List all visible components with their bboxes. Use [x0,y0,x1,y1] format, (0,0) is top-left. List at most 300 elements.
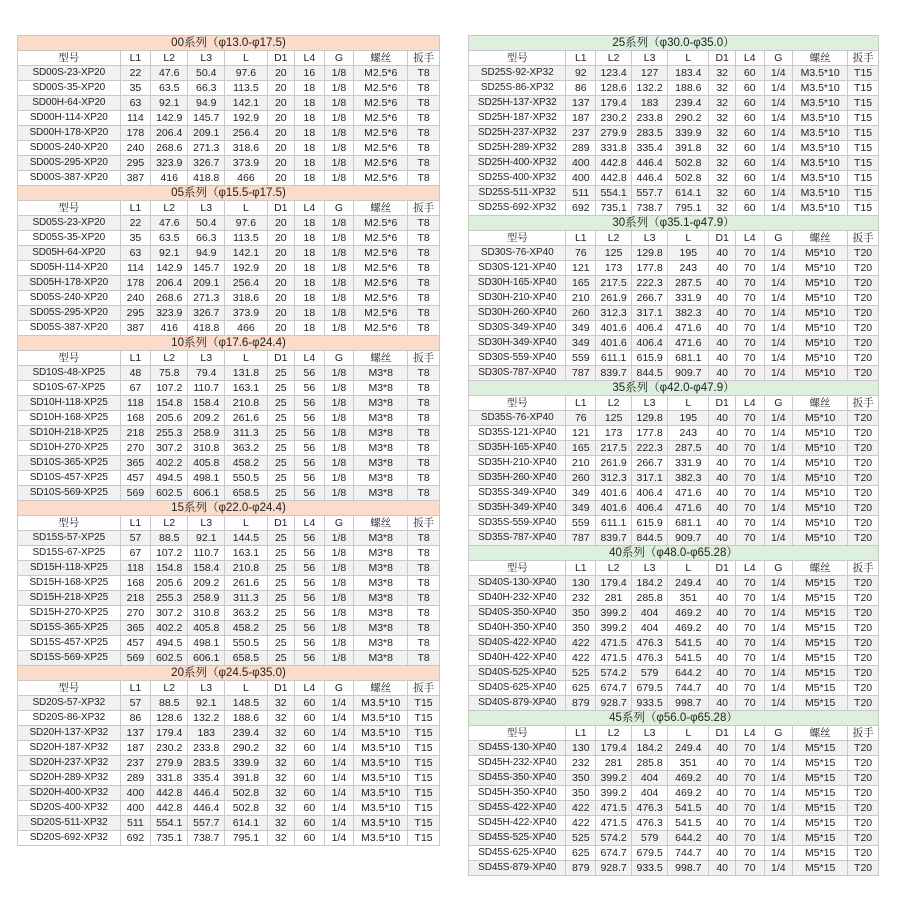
spec-cell: 195 [668,246,709,261]
spec-cell: 25 [267,411,294,426]
model-cell: SD20S-511-XP32 [18,816,121,831]
spec-cell: 1/4 [764,831,793,846]
column-header: L1 [566,51,596,66]
column-header: L4 [295,51,325,66]
model-cell: SD00H-178-XP20 [18,126,121,141]
spec-cell: M3*8 [354,441,408,456]
spec-cell: 20 [267,171,294,186]
spec-cell: 502.8 [668,171,709,186]
spec-cell: 541.5 [668,651,709,666]
model-cell: SD40S-879-XP40 [469,696,566,711]
column-header: 型号 [18,351,121,366]
spec-cell: 349 [566,336,596,351]
spec-cell: 606.1 [188,486,225,501]
spec-cell: 399.2 [596,621,632,636]
spec-cell: 1/4 [324,741,354,756]
spec-cell: 97.6 [225,216,267,231]
spec-cell: M5*15 [793,606,848,621]
spec-cell: 56 [295,636,325,651]
table-row [469,186,879,201]
spec-cell: 243 [668,426,709,441]
spec-cell: 179.4 [151,726,188,741]
spec-cell: 179.4 [596,741,632,756]
column-header: L3 [632,396,668,411]
spec-cell: 350 [566,771,596,786]
column-header: L2 [596,231,632,246]
spec-cell: 32 [267,696,294,711]
spec-cell: T8 [408,651,440,666]
spec-cell: 56 [295,576,325,591]
spec-cell: 787 [566,531,596,546]
spec-cell: T8 [408,66,440,81]
spec-cell: 1/4 [764,501,793,516]
table-row [18,606,440,621]
spec-cell: 56 [295,381,325,396]
spec-cell: 1/4 [764,111,793,126]
model-cell: SD10S-365-XP25 [18,456,121,471]
spec-cell: 351 [668,591,709,606]
spec-cell: 382.3 [668,306,709,321]
table-row [18,816,440,831]
spec-cell: 260 [566,306,596,321]
spec-cell: T8 [408,441,440,456]
spec-cell: 471.6 [668,321,709,336]
column-header: 螺丝 [793,726,848,741]
spec-cell: 40 [709,261,735,276]
spec-cell: 94.9 [188,246,225,261]
spec-cell: 422 [566,816,596,831]
spec-cell: 625 [566,846,596,861]
table-row [469,861,879,876]
spec-cell: 168 [120,576,151,591]
table-row [469,81,879,96]
spec-cell: 40 [709,531,735,546]
column-header: L1 [566,396,596,411]
spec-cell: 494.5 [151,636,188,651]
column-header: L4 [735,561,764,576]
spec-cell: 1/4 [764,801,793,816]
spec-cell: M3*8 [354,471,408,486]
spec-cell: 154.8 [151,561,188,576]
spec-cell: 1/8 [324,126,354,141]
spec-cell: 611.1 [596,516,632,531]
spec-cell: 283.5 [188,756,225,771]
spec-cell: 70 [735,651,764,666]
spec-cell: 25 [267,441,294,456]
table-row [18,291,440,306]
spec-cell: M5*15 [793,651,848,666]
spec-cell: 1/8 [324,396,354,411]
spec-cell: M3.5*10 [354,831,408,846]
spec-cell: M5*10 [793,426,848,441]
series-title-row [469,36,879,51]
spec-cell: 25 [267,531,294,546]
spec-cell: 18 [295,171,325,186]
spec-cell: T15 [408,756,440,771]
column-header: L2 [596,396,632,411]
table-row [18,711,440,726]
spec-cell: M3.5*10 [793,96,848,111]
spec-cell: 933.5 [632,861,668,876]
spec-cell: 281 [596,756,632,771]
spec-cell: 60 [735,111,764,126]
spec-cell: 70 [735,636,764,651]
spec-cell: M5*10 [793,366,848,381]
spec-cell: 233.8 [188,741,225,756]
spec-cell: 614.1 [668,186,709,201]
spec-cell: 502.8 [225,786,267,801]
column-header: 螺丝 [793,231,848,246]
spec-cell: T20 [848,861,879,876]
spec-cell: 188.6 [225,711,267,726]
spec-cell: 270 [120,441,151,456]
table-row [18,216,440,231]
series-title: 10系列（φ17.6-φ24.4) [18,336,440,351]
spec-cell: M3.5*10 [354,786,408,801]
table-row [18,426,440,441]
table-row [18,621,440,636]
column-header: L4 [295,681,325,696]
spec-cell: 18 [295,141,325,156]
model-cell: SD15S-67-XP25 [18,546,121,561]
spec-cell: 20 [267,111,294,126]
series-title-row [469,711,879,726]
spec-cell: 839.7 [596,531,632,546]
spec-cell: 40 [709,651,735,666]
spec-cell: 1/4 [764,846,793,861]
spec-cell: T15 [848,96,879,111]
spec-cell: M3.5*10 [793,126,848,141]
spec-cell: 256.4 [225,126,267,141]
spec-cell: 63.5 [151,81,188,96]
spec-cell: 56 [295,456,325,471]
table-row [18,366,440,381]
right-spec-column [468,35,879,876]
spec-cell: 1/4 [764,681,793,696]
spec-cell: 209.1 [188,276,225,291]
spec-cell: 25 [267,366,294,381]
column-header: D1 [709,396,735,411]
spec-cell: 70 [735,261,764,276]
spec-cell: M2.5*6 [354,246,408,261]
spec-cell: 399.2 [596,771,632,786]
spec-cell: 471.5 [596,816,632,831]
table-row [18,321,440,336]
spec-cell: 60 [735,156,764,171]
spec-cell: M5*15 [793,861,848,876]
spec-cell: 40 [709,441,735,456]
model-cell: SD20H-289-XP32 [18,771,121,786]
spec-cell: 40 [709,246,735,261]
spec-cell: 240 [120,141,151,156]
spec-cell: T15 [408,696,440,711]
spec-cell: M3*8 [354,621,408,636]
table-row [469,276,879,291]
column-header: L1 [566,561,596,576]
model-cell: SD30S-76-XP40 [469,246,566,261]
spec-cell: 60 [295,741,325,756]
spec-cell: 179.4 [596,576,632,591]
spec-cell: T8 [408,636,440,651]
table-row [469,591,879,606]
spec-cell: 1/4 [764,276,793,291]
spec-cell: 1/4 [764,81,793,96]
model-cell: SD25H-400-XP32 [469,156,566,171]
spec-cell: 1/8 [324,381,354,396]
model-cell: SD35H-165-XP40 [469,441,566,456]
spec-cell: 70 [735,771,764,786]
spec-cell: T8 [408,546,440,561]
spec-cell: 158.4 [188,396,225,411]
column-header: L4 [295,351,325,366]
spec-cell: 1/8 [324,456,354,471]
model-cell: SD30H-260-XP40 [469,306,566,321]
spec-cell: 76 [566,246,596,261]
model-cell: SD00H-114-XP20 [18,111,121,126]
spec-cell: 469.2 [668,606,709,621]
spec-cell: 466 [225,171,267,186]
column-header-row [469,51,879,66]
spec-cell: 402.2 [151,456,188,471]
spec-cell: 70 [735,696,764,711]
spec-cell: 1/4 [764,321,793,336]
model-cell: SD45H-232-XP40 [469,756,566,771]
series-title: 40系列（φ48.0-φ65.28） [469,546,879,561]
spec-cell: 60 [735,126,764,141]
spec-cell: 40 [709,621,735,636]
column-header: L4 [735,396,764,411]
spec-cell: 32 [709,111,735,126]
spec-cell: 261.6 [225,411,267,426]
spec-cell: 237 [566,126,596,141]
spec-cell: 110.7 [188,546,225,561]
spec-cell: 270 [120,606,151,621]
spec-cell: M3.5*10 [793,201,848,216]
spec-cell: 70 [735,666,764,681]
model-cell: SD10S-48-XP25 [18,366,121,381]
spec-cell: 502.8 [225,801,267,816]
spec-cell: 317.1 [632,471,668,486]
spec-cell: M3*8 [354,396,408,411]
spec-cell: 644.2 [668,831,709,846]
spec-cell: M5*10 [793,306,848,321]
spec-cell: 18 [295,276,325,291]
spec-cell: M2.5*6 [354,141,408,156]
spec-cell: M2.5*6 [354,231,408,246]
spec-cell: 1/4 [764,606,793,621]
table-row [469,471,879,486]
spec-cell: M5*10 [793,261,848,276]
spec-cell: M5*10 [793,321,848,336]
spec-cell: T20 [848,771,879,786]
spec-cell: 476.3 [632,816,668,831]
spec-cell: 541.5 [668,816,709,831]
spec-cell: M5*10 [793,411,848,426]
spec-cell: 145.7 [188,111,225,126]
model-cell: SD25H-187-XP32 [469,111,566,126]
spec-cell: 123.4 [596,66,632,81]
spec-cell: 1/8 [324,321,354,336]
table-row [18,66,440,81]
spec-cell: 1/4 [764,156,793,171]
spec-cell: 32 [709,141,735,156]
spec-cell: M5*15 [793,741,848,756]
spec-cell: 550.5 [225,636,267,651]
spec-cell: 70 [735,426,764,441]
spec-cell: T20 [848,531,879,546]
spec-cell: 63.5 [151,231,188,246]
spec-cell: 92 [566,66,596,81]
spec-cell: 1/4 [764,861,793,876]
spec-cell: 25 [267,426,294,441]
spec-cell: 218 [120,426,151,441]
column-header: 螺丝 [354,516,408,531]
spec-cell: 168 [120,411,151,426]
spec-cell: 25 [267,381,294,396]
spec-cell: 32 [709,171,735,186]
table-row [469,651,879,666]
spec-cell: 92.1 [188,696,225,711]
spec-cell: 60 [295,801,325,816]
spec-cell: M5*10 [793,351,848,366]
column-header: L [225,201,267,216]
spec-cell: 400 [566,171,596,186]
column-header: L1 [120,201,151,216]
spec-cell: T20 [848,246,879,261]
spec-cell: 20 [267,126,294,141]
spec-cell: M5*10 [793,336,848,351]
spec-cell: 40 [709,426,735,441]
model-cell: SD15S-569-XP25 [18,651,121,666]
spec-cell: T8 [408,396,440,411]
spec-cell: 511 [120,816,151,831]
spec-cell: T15 [848,141,879,156]
spec-cell: 40 [709,456,735,471]
spec-cell: 107.2 [151,381,188,396]
spec-cell: T20 [848,471,879,486]
column-header: G [324,681,354,696]
series-title: 20系列（φ24.5-φ35.0) [18,666,440,681]
column-header: L2 [151,516,188,531]
spec-cell: T8 [408,156,440,171]
spec-cell: T15 [848,66,879,81]
spec-cell: 418.8 [188,321,225,336]
spec-cell: 261.6 [225,576,267,591]
column-header: G [764,51,793,66]
spec-cell: 70 [735,501,764,516]
spec-cell: 173 [596,426,632,441]
model-cell: SD45S-422-XP40 [469,801,566,816]
spec-cell: 295 [120,306,151,321]
spec-cell: 1/8 [324,276,354,291]
spec-cell: 67 [120,381,151,396]
spec-cell: 363.2 [225,606,267,621]
table-row [18,141,440,156]
table-row [469,666,879,681]
table-row [469,516,879,531]
table-row [18,396,440,411]
spec-cell: 40 [709,291,735,306]
spec-cell: 1/4 [764,246,793,261]
spec-cell: 70 [735,246,764,261]
spec-cell: 285.8 [632,591,668,606]
column-header: L2 [151,681,188,696]
spec-cell: 400 [566,156,596,171]
spec-cell: 365 [120,456,151,471]
spec-cell: 187 [566,111,596,126]
spec-cell: 20 [267,321,294,336]
table-row [18,81,440,96]
model-cell: SD10H-118-XP25 [18,396,121,411]
spec-cell: M2.5*6 [354,321,408,336]
spec-cell: 1/4 [764,261,793,276]
model-cell: SD05S-23-XP20 [18,216,121,231]
spec-cell: 142.9 [151,261,188,276]
spec-cell: 148.5 [225,696,267,711]
spec-cell: 402.2 [151,621,188,636]
spec-cell: 70 [735,456,764,471]
table-row [469,576,879,591]
table-row [469,696,879,711]
spec-cell: 60 [295,786,325,801]
spec-cell: 1/8 [324,111,354,126]
spec-cell: 233.8 [632,111,668,126]
model-cell: SD20H-137-XP32 [18,726,121,741]
spec-cell: 295 [120,156,151,171]
model-cell: SD05H-114-XP20 [18,261,121,276]
spec-cell: 154.8 [151,396,188,411]
model-cell: SD10S-569-XP25 [18,486,121,501]
spec-cell: 1/4 [764,591,793,606]
model-cell: SD35S-349-XP40 [469,486,566,501]
column-header: L [225,51,267,66]
spec-cell: M5*15 [793,831,848,846]
spec-cell: 32 [709,81,735,96]
spec-cell: 679.5 [632,846,668,861]
model-cell: SD15H-118-XP25 [18,561,121,576]
spec-cell: T20 [848,276,879,291]
table-row [469,801,879,816]
column-header-row [469,561,879,576]
column-header: 扳手 [408,516,440,531]
spec-cell: T8 [408,321,440,336]
spec-cell: 1/4 [764,576,793,591]
model-cell: SD30S-787-XP40 [469,366,566,381]
spec-cell: 40 [709,696,735,711]
table-row [469,816,879,831]
spec-cell: 928.7 [596,696,632,711]
spec-cell: 373.9 [225,306,267,321]
model-cell: SD40S-625-XP40 [469,681,566,696]
spec-cell: T8 [408,171,440,186]
spec-cell: 129.8 [632,246,668,261]
spec-cell: 60 [295,696,325,711]
model-cell: SD35H-349-XP40 [469,501,566,516]
spec-cell: 144.5 [225,531,267,546]
spec-cell: T8 [408,306,440,321]
spec-cell: 1/8 [324,171,354,186]
column-header: D1 [267,516,294,531]
spec-cell: 471.5 [596,801,632,816]
spec-cell: 615.9 [632,351,668,366]
spec-cell: 1/4 [764,366,793,381]
spec-cell: 142.1 [225,246,267,261]
spec-cell: T15 [408,831,440,846]
spec-cell: 60 [295,816,325,831]
spec-cell: T20 [848,291,879,306]
spec-cell: 268.6 [151,141,188,156]
spec-cell: T20 [848,681,879,696]
